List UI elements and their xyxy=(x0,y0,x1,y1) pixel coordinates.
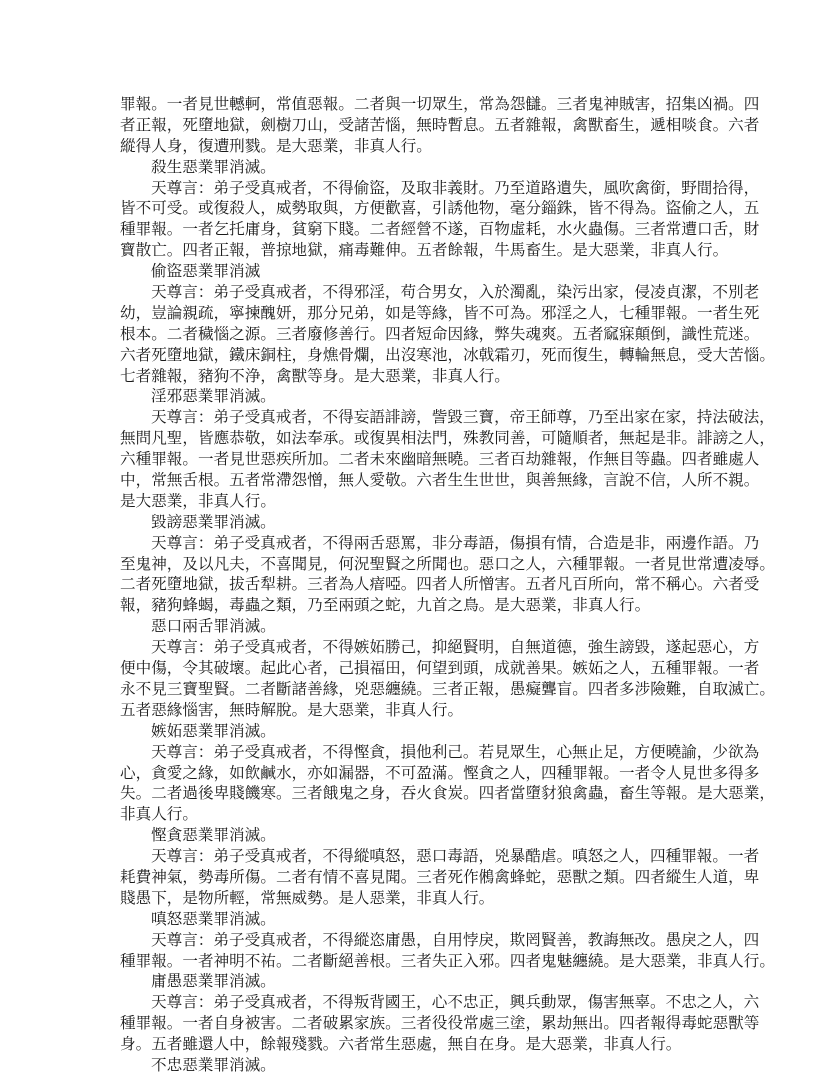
text-line: 天尊言：弟子受真戒者，不得縱恣庸愚，自用悖戾，欺罔賢善，教誨無改。愚戾之人，四 xyxy=(151,930,760,949)
text-line: 天尊言：弟子受真戒者，不得慳貪，損他利己。若見眾生，心無止足，方便曉諭，少欲為 xyxy=(151,742,760,761)
text-line: 是大惡業，非真人行。 xyxy=(120,491,276,510)
text-line: 天尊言：弟子受真戒者，不得邪淫，苟合男女，入於濁亂，染污出家，侵凌貞潔，不別老 xyxy=(151,283,760,302)
text-line: 天尊言：弟子受真戒者，不得妄語誹謗，訾毀三寶，帝王師尊，乃至出家在家，持法破法， xyxy=(151,408,775,427)
text-line: 天尊言：弟子受真戒者，不得嫉妬勝己，抑絕賢明，自無道德，強生謗毀，遂起惡心，方 xyxy=(151,638,760,657)
text-line: 七者雜報，豬狗不浄，禽獸等身。是大惡業，非真人行。 xyxy=(120,366,510,385)
section-heading: 嗔怒惡業罪消滅。 xyxy=(151,909,276,928)
text-line: 六者死墮地獄，鐵床銅柱，身燋骨爛，出沒寒池，冰戟霜刃，死而復生，轉輪無息，受大苦惱。 xyxy=(120,345,775,364)
text-line: 心，貪愛之緣，如飲鹹水，亦如漏器，不可盈滿。慳貪之人，四種罪報。一者令人見世多得多 xyxy=(120,763,760,782)
text-line: 縱得人身，復遭刑戮。是大惡業，非真人行。 xyxy=(120,136,432,155)
text-line: 種罪報。一者自身被害。二者破累家族。三者役役常處三塗，累劫無出。四者報得毒蛇惡獸等 xyxy=(120,1014,760,1033)
section-heading: 慳貪惡業罪消滅。 xyxy=(151,826,276,845)
text-line: 五者惡緣惱害，無時解脫。是大惡業，非真人行。 xyxy=(120,700,464,719)
text-line: 至鬼神，及以凡夫，不喜聞見，何況聖賢之所聞也。惡口之人，六種罪報。一者見世常遭凌辱。 xyxy=(120,554,775,573)
section-heading: 惡口兩舌罪消滅。 xyxy=(151,617,276,636)
section-heading: 庸愚惡業罪消滅。 xyxy=(151,972,276,991)
text-line: 天尊言：弟子受真戒者，不得叛背國王，心不忠正，興兵動眾，傷害無辜。不忠之人，六 xyxy=(151,993,760,1012)
text-line: 根本。二者穢惱之源。三者廢修善行。四者短命因緣，弊失魂爽。五者窳寐顛倒，識性荒迷。 xyxy=(120,324,760,343)
section-heading: 淫邪惡業罪消滅。 xyxy=(151,387,276,406)
section-heading: 不忠惡業罪消滅。 xyxy=(151,1055,276,1074)
text-line: 報，豬狗蜂蝎，毒蟲之類，乃至兩頭之蛇，九首之鳥。是大惡業，非真人行。 xyxy=(120,596,651,615)
text-line: 失。二者過後卑賤饑寒。三者餓鬼之身，吞火食炭。四者當墮豺狼禽蟲，畜生等報。是大惡業， xyxy=(120,784,775,803)
text-line: 便中傷，令其破壞。起此心者，己損福田，何望到頭，成就善果。嫉妬之人，五種罪報。一者 xyxy=(120,659,760,678)
text-line: 永不見三寶聖賢。二者斷諸善緣，兇惡纏繞。三者正報，愚癡聾盲。四者多涉險難，自取滅亡。 xyxy=(120,679,775,698)
text-line: 耗費神氣，勢毒所傷。二者有情不喜見聞。三者死作鵂禽蜂蛇，惡獸之類。四者縱生人道，卑 xyxy=(120,867,760,886)
text-line: 種罪報。一者神明不祐。二者斷絕善根。三者失正入邪。四者鬼魅纏繞。是大惡業，非真人行。 xyxy=(120,951,775,970)
text-line: 罪報。一者見世轗軻，常值惡報。二者與一切眾生，常為怨讎。三者鬼神賊害，招集凶禍。四 xyxy=(120,95,760,113)
text-line: 賤愚下，是物所輕，常無威勢。是人惡業，非真人行。 xyxy=(120,888,495,907)
text-line: 無問凡聖，皆應恭敬，如法奉承。或復異相法門，殊教同善，可隨順者，無起是非。誹謗之人， xyxy=(120,429,775,448)
text-line: 寶散亡。四者正報，普掠地獄，痛毒難伸。五者餘報，牛馬畜生。是大惡業，非真人行。 xyxy=(120,241,729,260)
text-line: 天尊言：弟子受真戒者，不得偷盜，及取非義財。乃至道路遺失，風吹禽銜，野間拾得， xyxy=(151,178,760,197)
text-line: 中，常無舌根。五者常滯怨憎，無人愛敬。六者生生世世，與善無緣，言說不信，人所不親。 xyxy=(120,471,760,490)
text-line: 天尊言：弟子受真戒者，不得兩舌惡罵，非分毒語，傷損有情，合造是非，兩邊作語。乃 xyxy=(151,533,760,552)
text-line: 六種罪報。一者見世惡疾所加。二者未來幽暗無曉。三者百劫雜報，作無目等蟲。四者雖處人 xyxy=(120,450,760,469)
text-line: 者正報，死墮地獄，劍樹刀山，受諸苦惱，無時暫息。五者雜報，禽獸畜生，遞相啖食。六者 xyxy=(120,115,760,134)
text-line: 二者死墮地獄，拔舌犁耕。三者為人瘖啞。四者人所憎害。五者凡百所向，常不稱心。六者受 xyxy=(120,575,760,594)
text-line: 皆不可受。或復殺人，威勢取與，方便歡喜，引誘他物，毫分錙銖，皆不得為。盜偷之人，五 xyxy=(120,199,760,218)
section-heading: 嫉妬惡業罪消滅。 xyxy=(151,721,276,740)
text-line: 非真人行。 xyxy=(120,805,198,824)
section-heading: 毀謗惡業罪消滅。 xyxy=(151,512,276,531)
text-line: 幼，豈論親疏，寧揀醜妍，那分兄弟，如是等緣，皆不可為。邪淫之人，七種罪報。一者生死 xyxy=(120,303,760,322)
text-line: 種罪報。一者乞托庸身，貧窮下賤。二者經營不遂，百物虛耗，水火蟲傷。三者常遭口舌，財 xyxy=(120,220,760,239)
text-line: 身。五者雖還人中，餘報殘戮。六者常生惡處，無自在身。是大惡業，非真人行。 xyxy=(120,1035,682,1054)
text-line: 天尊言：弟子受真戒者，不得縱嗔怒，惡口毒語，兇暴酷虐。嗔怒之人，四種罪報。一者 xyxy=(151,847,760,866)
section-heading: 偷盜惡業罪消滅 xyxy=(151,262,261,281)
section-heading: 殺生惡業罪消滅。 xyxy=(151,157,276,176)
document-page xyxy=(120,94,775,1076)
